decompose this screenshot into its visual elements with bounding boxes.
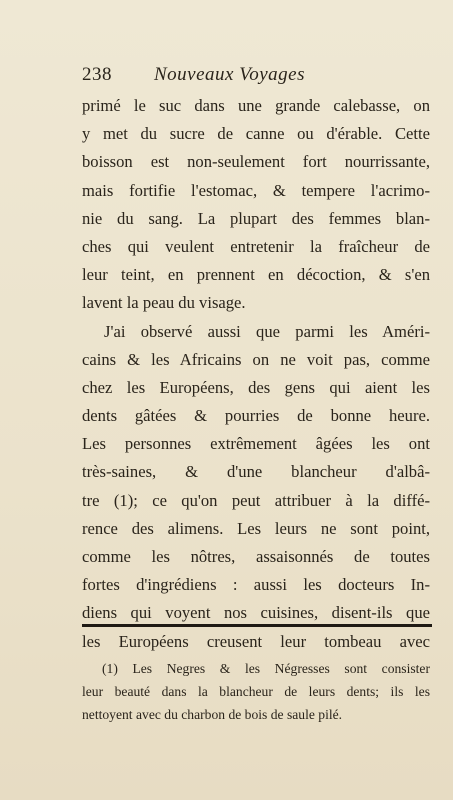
text-line: fortes d'ingrédiens : aussi les docteurs In- <box>82 575 430 595</box>
text-line: comme les nôtres, assaisonnés de toutes <box>82 547 430 566</box>
text-line: J'ai observé aussi que parmi les Améri- <box>104 321 430 341</box>
text-line: tre (1); ce qu'on peut attribuer à la diffé- <box>82 490 430 510</box>
text-line: boisson est non-seulement fort nourrissante, <box>82 152 430 172</box>
footnotes <box>82 657 430 726</box>
footnote-line: (1) Les Negres & les Négresses sont consister <box>102 661 430 676</box>
page-header <box>82 64 394 92</box>
body-text <box>82 92 430 656</box>
text-line: diens qui voyent nos cuisines, disent-ils que <box>82 603 430 623</box>
footnote-rule <box>82 624 432 627</box>
text-line: chez les Européens, des gens qui aient les <box>82 377 430 397</box>
text-line: très-saines, & d'une blancheur d'albâ- <box>82 462 430 482</box>
text-line: lavent la peau du visage. <box>82 293 246 313</box>
text-line: mais fortifie l'estomac, & tempere l'acrimo- <box>82 180 430 200</box>
text-line: y met du sucre de canne ou d'érable. Cette <box>82 124 430 144</box>
text-line: ches qui veulent entretenir la fraîcheur de <box>82 236 430 256</box>
text-line: les Européens creusent leur tombeau avec <box>82 631 430 651</box>
page-number: 238 <box>82 64 112 85</box>
text-line: primé le suc dans une grande calebasse, on <box>82 96 430 115</box>
text-line: cains & les Africains on ne voit pas, comme <box>82 349 430 369</box>
running-title: Nouveaux Voyages <box>154 64 305 85</box>
text-line: leur teint, en prennent en décoction, & s'en <box>82 265 430 285</box>
text-line: rence des alimens. Les leurs ne sont point, <box>82 518 430 538</box>
text-line: dents gâtées & pourries de bonne heure. <box>82 406 430 426</box>
footnote-line: nettoyent avec du charbon de bois de saule pilé. <box>82 707 343 722</box>
text-line: Les personnes extrêmement âgées les ont <box>82 434 430 454</box>
footnote-line: leur beauté dans la blancheur de leurs dents; ils les <box>82 684 430 699</box>
text-line: nie du sang. La plupart des femmes blan- <box>82 208 430 228</box>
